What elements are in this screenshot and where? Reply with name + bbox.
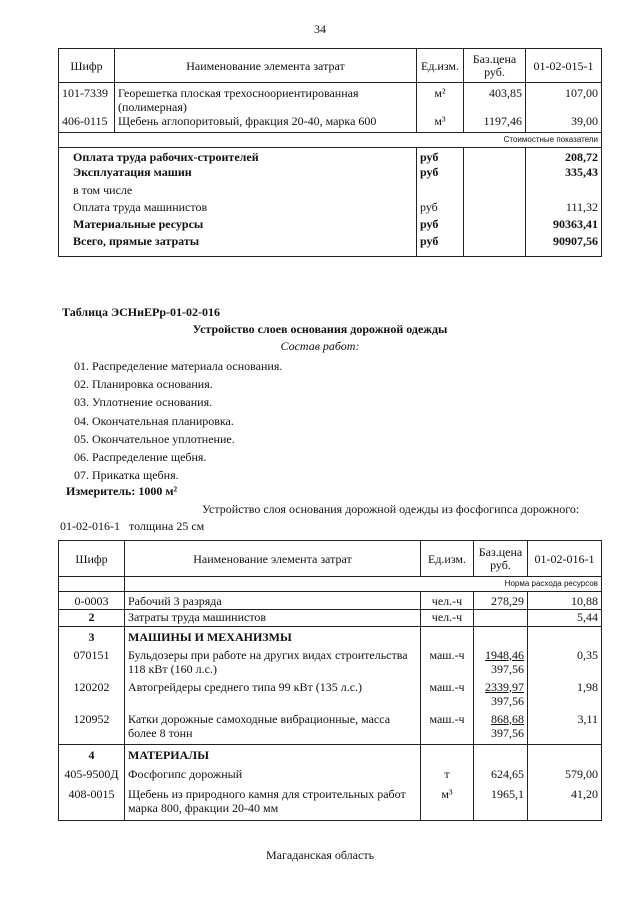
group-row xyxy=(59,745,602,763)
total-row xyxy=(59,165,602,183)
row-price: 1197,46 xyxy=(464,114,526,132)
code-line: 01-02-016-1 толщина 25 см xyxy=(60,519,205,533)
row-price xyxy=(474,610,528,627)
total-row xyxy=(59,147,602,165)
total-name: Всего, прямые затраты xyxy=(59,234,417,256)
header-norm: 01-02-016-1 xyxy=(528,541,602,577)
price-total: 1948,46 xyxy=(485,647,524,662)
total-unit: руб xyxy=(417,165,464,183)
work-item: 04. Окончательная планировка. xyxy=(74,413,234,428)
row-unit: чел.-ч xyxy=(421,592,474,610)
row-name: Рабочий 3 разряда xyxy=(125,592,421,610)
row-name: Георешетка плоская трехосноориентированная (полимерная) xyxy=(115,83,417,115)
total-name: Эксплуатация машин xyxy=(59,165,417,183)
total-name: Материальные ресурсы xyxy=(59,217,417,234)
total-value: 111,32 xyxy=(526,200,602,217)
group-row xyxy=(59,627,602,646)
work-item: 01. Распределение материала основания. xyxy=(74,359,283,373)
total-unit: руб xyxy=(417,147,464,165)
row-price xyxy=(474,680,528,712)
price-wage: 397,56 xyxy=(491,725,524,740)
header-norm: 01-02-015-1 xyxy=(526,49,602,83)
table-row xyxy=(59,646,602,680)
row-value: 1,98 xyxy=(528,680,602,712)
total-unit: руб xyxy=(417,200,464,217)
row-price: 624,65 xyxy=(474,763,528,785)
total-value: 208,72 xyxy=(526,147,602,165)
price-wage: 397,56 xyxy=(491,693,524,708)
header-unit: Ед.изм. xyxy=(421,541,474,577)
works-heading: Состав работ: xyxy=(280,339,360,353)
header-name: Наименование элемента затрат xyxy=(115,49,417,83)
total-value: 335,43 xyxy=(526,165,602,183)
row-value: 0,35 xyxy=(528,646,602,680)
row-code: 120202 xyxy=(59,680,125,712)
footer-region: Магаданская область xyxy=(265,848,375,862)
work-item: 02. Планировка основания. xyxy=(74,377,213,392)
row-price: 403,85 xyxy=(464,83,526,115)
total-name: в том числе xyxy=(59,183,417,200)
row-unit: м² xyxy=(417,83,464,115)
table-row xyxy=(59,785,602,821)
total-value xyxy=(526,183,602,200)
total-row xyxy=(59,200,602,217)
row-value: 10,88 xyxy=(528,592,602,610)
work-item: 07. Прикатка щебня. xyxy=(74,468,179,483)
row-code: 070151 xyxy=(59,646,125,680)
table-row xyxy=(59,763,602,785)
table-row xyxy=(59,83,602,115)
description: Устройство слоя основания дорожной одежды из фосфогипса дорожного: xyxy=(202,502,580,516)
subheader-norm: Норма расхода ресурсов xyxy=(125,577,602,592)
row-code: 101-7339 xyxy=(59,83,115,115)
total-unit: руб xyxy=(417,217,464,234)
row-unit: м³ xyxy=(417,114,464,132)
price-total: 2339,97 xyxy=(485,679,524,694)
works-list xyxy=(74,357,282,484)
measure: Измеритель: 1000 м² xyxy=(66,484,178,498)
price-wage: 397,56 xyxy=(491,661,524,676)
row-name: Фосфогипс дорожный xyxy=(125,763,421,785)
table-row xyxy=(59,114,602,132)
row-name: Щебень аглопоритовый, фракция 20-40, марка 600 xyxy=(115,114,417,132)
table-row xyxy=(59,592,602,610)
row-code: 2 xyxy=(59,610,125,627)
row-name: Щебень из природного камня для строительных работ марка 800, фракции 20-40 мм xyxy=(125,785,421,821)
work-item: 06. Распределение щебня. xyxy=(74,450,207,465)
row-name: Затраты труда машинистов xyxy=(125,610,421,627)
row-code: 0-0003 xyxy=(59,592,125,610)
row-unit: маш.-ч xyxy=(421,712,474,745)
total-row xyxy=(59,217,602,234)
total-row xyxy=(59,183,602,200)
price-total: 868,68 xyxy=(491,711,524,726)
total-row xyxy=(59,234,602,256)
row-price xyxy=(474,646,528,680)
row-value: 107,00 xyxy=(526,83,602,115)
table-row xyxy=(59,610,602,627)
header-price: Баз.цена руб. xyxy=(464,49,526,83)
header-code: Шифр xyxy=(59,541,125,577)
row-code: 406-0115 xyxy=(59,114,115,132)
header-price: Баз.цена руб. xyxy=(474,541,528,577)
resource-table-015 xyxy=(58,48,602,257)
total-unit xyxy=(417,183,464,200)
row-unit: т xyxy=(421,763,474,785)
total-value: 90363,41 xyxy=(526,217,602,234)
row-value: 3,11 xyxy=(528,712,602,745)
row-unit: маш.-ч xyxy=(421,646,474,680)
header-name: Наименование элемента затрат xyxy=(125,541,421,577)
group-name: МАШИНЫ И МЕХАНИЗМЫ xyxy=(125,627,421,646)
row-name: Катки дорожные самоходные вибрационные, масса более 8 тонн xyxy=(125,712,421,745)
table-title: Таблица ЭСНиЕРр-01-02-016 xyxy=(62,305,221,319)
group-code: 3 xyxy=(59,627,125,646)
table-row xyxy=(59,712,602,745)
header-unit: Ед.изм. xyxy=(417,49,464,83)
total-name: Оплата труда машинистов xyxy=(59,200,417,217)
section-title: Устройство слоев основания дорожной одежды xyxy=(192,322,448,336)
subheader-row xyxy=(59,132,602,147)
subheader-row xyxy=(59,577,602,592)
total-value: 90907,56 xyxy=(526,234,602,256)
row-unit: маш.-ч xyxy=(421,680,474,712)
row-value: 5,44 xyxy=(528,610,602,627)
work-item: 05. Окончательное уплотнение. xyxy=(74,431,235,446)
row-value: 579,00 xyxy=(528,763,602,785)
subheader-cost: Стоимостные показатели xyxy=(59,132,602,147)
total-unit: руб xyxy=(417,234,464,256)
row-price xyxy=(474,712,528,745)
row-price: 278,29 xyxy=(474,592,528,610)
row-name: Бульдозеры при работе на других видах строительства 118 кВт (160 л.с.) xyxy=(125,646,421,680)
table-header-row xyxy=(59,541,602,577)
row-unit: чел.-ч xyxy=(421,610,474,627)
table-row xyxy=(59,680,602,712)
row-value: 41,20 xyxy=(528,785,602,821)
row-price: 1965,1 xyxy=(474,785,528,821)
row-code: 405-9500Д xyxy=(59,763,125,785)
row-value: 39,00 xyxy=(526,114,602,132)
resource-table-016 xyxy=(58,540,602,821)
page-number: 34 xyxy=(314,22,326,36)
table-header-row xyxy=(59,49,602,83)
row-name: Автогрейдеры среднего типа 99 кВт (135 л.с.) xyxy=(125,680,421,712)
group-code: 4 xyxy=(59,745,125,763)
work-item: 03. Уплотнение основания. xyxy=(74,395,213,410)
row-code: 408-0015 xyxy=(59,785,125,821)
group-name: МАТЕРИАЛЫ xyxy=(125,745,421,763)
row-code: 120952 xyxy=(59,712,125,745)
row-unit: м³ xyxy=(421,785,474,821)
header-code: Шифр xyxy=(59,49,115,83)
total-name: Оплата труда рабочих-строителей xyxy=(59,147,417,165)
